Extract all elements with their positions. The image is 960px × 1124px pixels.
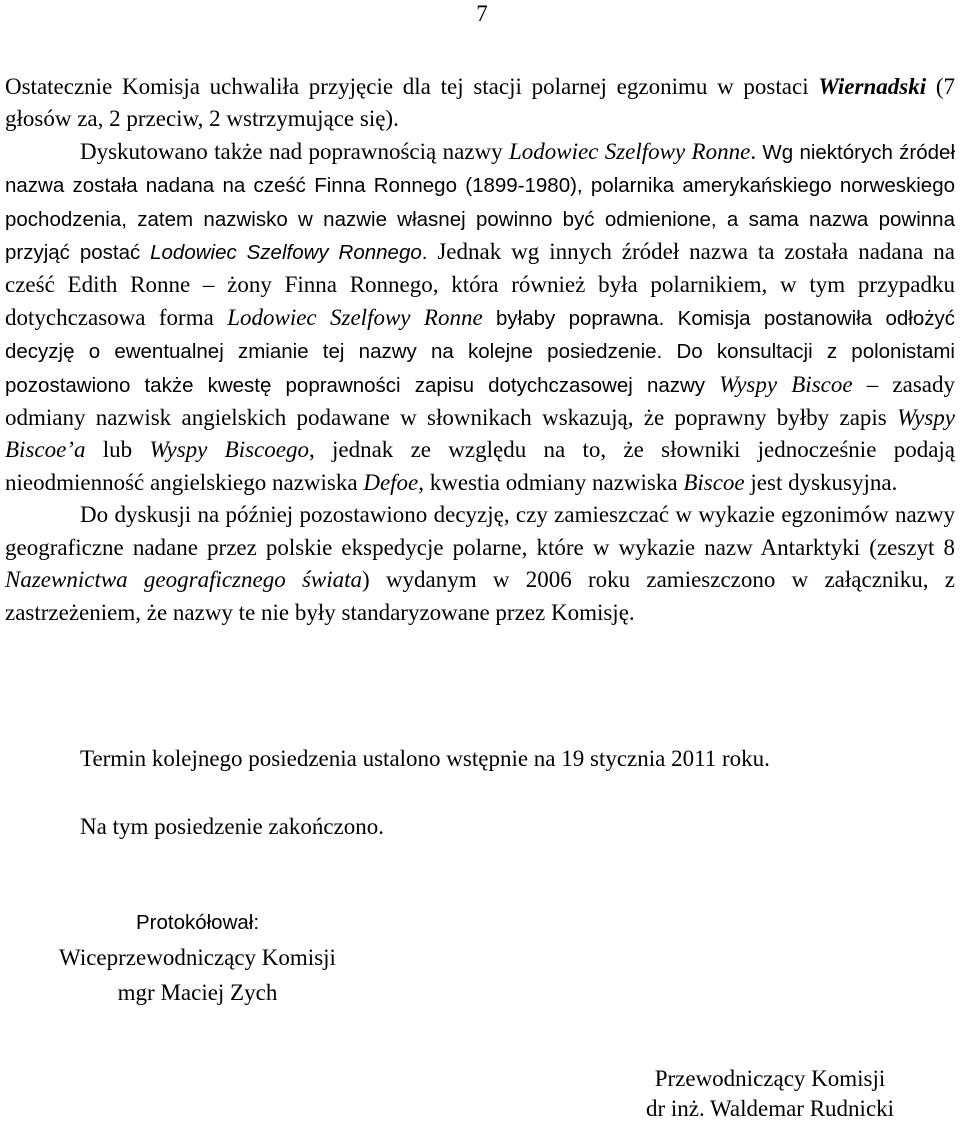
text-segment: Ostatecznie Komisja uchwaliła przyjęcie dla tej stacji polarnej egzonimu w postaci [5,74,819,99]
place-name: Lodowiec Szelfowy Ronnego [150,241,422,265]
next-meeting-note: Termin kolejnego posiedzenia ustalono wstępnie na 19 stycznia 2011 roku. [80,746,770,771]
place-name: Lodowiec Szelfowy Ronne [227,304,483,330]
signature-label: Protokółował: [135,911,260,934]
signature-block-chairman [610,1064,930,1124]
text-segment: , jednak ze względu na to, że słowniki jednocześnie podają nieodmienność angielskiego nazwiska [5,437,955,495]
place-name: Wyspy Biscoe [719,371,853,397]
text-segment: Do konsultacji z polonistami pozostawiono także kwestę poprawności zapisu dotychczasowej nazwy [5,340,955,397]
signature-name: dr inż. Waldemar Rudnicki [645,1096,895,1121]
place-name: Wyspy Biscoe’a [5,405,955,463]
station-name: Wiernadski [818,74,927,99]
place-name: Lodowiec Szelfowy Ronne [508,138,751,164]
text-segment: . [750,138,763,164]
text-segment: (7 głosów za, 2 przeciw, 2 wstrzymujące się). [5,74,955,132]
signature-block-recorder [30,905,365,1010]
signature-role: Wiceprzewodniczący Komisji [59,945,336,970]
publication-title: Nazewnictwa geograficznego świata [5,567,363,593]
closing-note: Na tym posiedzenie zakończono. [80,814,384,839]
signature-name: mgr Maciej Zych [117,980,278,1005]
surname: Biscoe [683,469,745,495]
text-segment: , kwestia odmiany nazwiska [418,469,684,495]
page-number: 7 [476,1,488,26]
document-body [5,71,955,629]
place-name: Wyspy Biscoego [149,437,309,463]
text-segment: – zasady odmiany nazwisk angielskich podawane w słownikach wskazują, że poprawny byłby zapis [5,371,956,431]
paragraph-ronne-discussion [5,136,955,499]
text-segment: Wg niektórych źródeł nazwa została nadana na cześć Finna Ronnego (1899-1980), polarnika amerykańskiego norweskiego pochodzenia, zatem nazwisko w nazwie własnej powinno być odmienione, a sama nazwa powinna przyjąć postać [5,140,956,265]
paragraph-decision [5,71,955,136]
text-segment: jest dyskusyjna. [744,469,898,495]
text-segment: Dyskutowano także nad poprawnością nazwy [80,138,509,164]
surname: Defoe [363,469,419,495]
text-segment: ) wydanym w 2006 roku zamieszczono w załączniku, z zastrzeżeniem, że nazwy te nie były standaryzowane przez Komisję. [5,567,955,625]
paragraph-polish-expeditions [5,499,955,629]
signature-role: Przewodniczący Komisji [654,1066,886,1091]
text-segment: . [421,241,438,265]
text-segment: byłaby poprawna. Komisja postanowiła odłożyć decyzję o ewentualnej zmianie tej nazwy na kolejne posiedzenie. [5,306,955,364]
text-segment: Jednak wg innych źródeł nazwa ta została nadana na cześć Edith Ronne – żony Finna Ronnego, która również była polarnikiem, w tym przypadku dotychczasowa forma [5,239,955,330]
text-segment: lub [85,437,150,463]
text-segment: Do dyskusji na później pozostawiono decyzję, czy zamieszczać w wykazie egzonimów nazwy geograficzne nadane przez polskie ekspedycje polarne, które w wykazie nazw Antarktyki (zeszyt 8 [5,502,955,560]
